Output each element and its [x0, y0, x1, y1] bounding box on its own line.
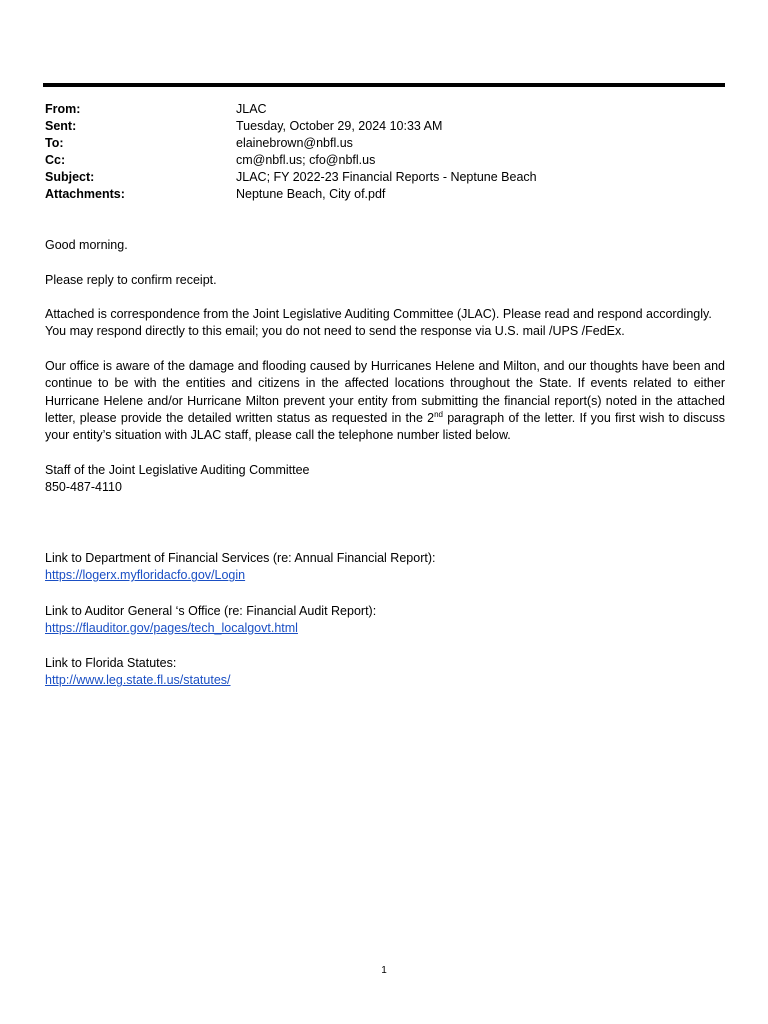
hurricane-text-1: Our office is aware of the damage and flooding caused by Hurricanes Helene and Milton, and our thoughts have been and continue to be with the entities and citizens in the affected locations throughout the State. If events related to either Hurricane Helene and/or Hurricane Milton prevent your entity from submitting the financial report(s) noted in the attached letter, please provide the detailed written status as requested in the 2 — [45, 359, 725, 425]
cc-row — [45, 152, 725, 169]
hurricane-paragraph — [45, 358, 725, 444]
cc-label: Cc: — [45, 153, 66, 167]
header-divider — [43, 83, 725, 87]
link-label: Link to Auditor General ‘s Office (re: Financial Audit Report): — [45, 603, 377, 618]
from-label: From: — [45, 102, 81, 116]
from-value: JLAC — [236, 102, 267, 116]
link-label: Link to Florida Statutes: — [45, 656, 177, 671]
greeting: Good morning. — [45, 238, 128, 252]
links-section — [45, 550, 725, 708]
confirm-receipt: Please reply to confirm receipt. — [45, 272, 217, 287]
sent-label: Sent: — [45, 119, 77, 133]
to-row — [45, 135, 725, 152]
cc-value: cm@nbfl.us; cfo@nbfl.us — [236, 153, 376, 167]
from-row — [45, 101, 725, 118]
email-body — [45, 237, 725, 496]
subject-value: JLAC; FY 2022-23 Financial Reports - Neptune Beach — [236, 170, 537, 184]
attachments-row — [45, 186, 725, 203]
staff-line: Staff of the Joint Legislative Auditing Committee — [45, 462, 310, 477]
attached-paragraph — [45, 306, 725, 341]
link-label: Link to Department of Financial Services (re: Annual Financial Report): — [45, 551, 436, 565]
attachments-label: Attachments: — [45, 187, 125, 201]
sent-row — [45, 118, 725, 135]
link-block-auditor — [45, 603, 725, 638]
attachment-file[interactable]: Neptune Beach, City of.pdf — [236, 187, 386, 201]
hurricane-text-2: paragraph of the letter. If you first wish to discuss your entity’s situation with JLAC staff, please call the telephone number listed below. — [45, 410, 725, 443]
signature — [45, 462, 725, 497]
subject-row — [45, 169, 725, 186]
attached-line-2: You may respond directly to this email; you do not need to send the response via U.S. mail /UPS /FedEx. — [45, 324, 625, 339]
email-header — [45, 101, 725, 203]
to-value: elainebrown@nbfl.us — [236, 136, 353, 150]
phone-number: 850-487-4110 — [45, 480, 122, 495]
dfs-link[interactable]: https://logerx.myfloridacfo.gov/Login — [45, 568, 246, 583]
florida-statutes-link[interactable]: http://www.leg.state.fl.us/statutes/ — [45, 673, 231, 688]
sent-value: Tuesday, October 29, 2024 10:33 AM — [236, 119, 443, 133]
auditor-general-link[interactable]: https://flauditor.gov/pages/tech_localgovt.html — [45, 620, 298, 635]
link-block-statutes — [45, 655, 725, 690]
attached-line-1: Attached is correspondence from the Joint Legislative Auditing Committee (JLAC). Please read and respond accordingly. — [45, 307, 712, 322]
subject-label: Subject: — [45, 170, 95, 184]
link-block-dfs — [45, 550, 725, 585]
ordinal-suffix: nd — [434, 409, 443, 419]
page-number: 1 — [381, 965, 387, 976]
to-label: To: — [45, 136, 64, 150]
